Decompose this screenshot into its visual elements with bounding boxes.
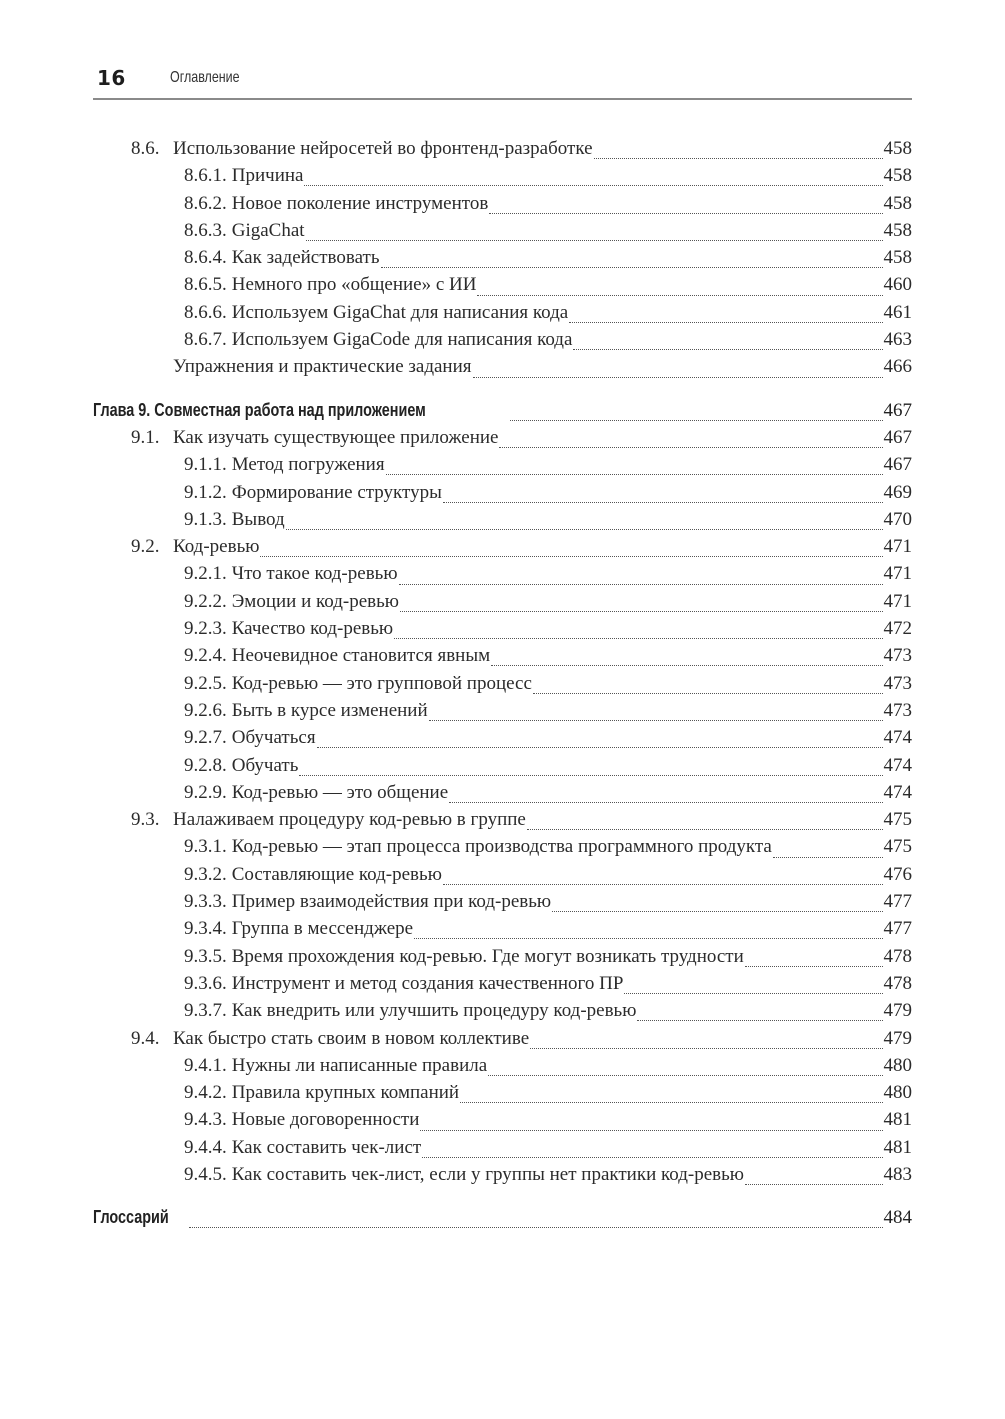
toc-section-9-3-1[interactable]	[93, 836, 912, 863]
spacer	[93, 1191, 912, 1207]
toc-section-9-4-5[interactable]	[93, 1164, 912, 1191]
toc-title: Новые договоренности	[231, 1109, 420, 1131]
dot-leader	[429, 720, 883, 721]
toc-section-9-4-2[interactable]	[93, 1082, 912, 1109]
toc-number: 8.6.	[131, 138, 160, 159]
toc-section-9-1-2[interactable]	[93, 482, 912, 509]
dot-leader	[527, 829, 883, 830]
toc-section-9-2-6[interactable]	[93, 700, 912, 727]
toc-title: Вывод	[231, 508, 285, 530]
toc-number: 9.4.3.	[184, 1109, 227, 1131]
toc-section-9-3[interactable]	[93, 809, 912, 836]
toc-page: 458	[883, 138, 912, 159]
dot-leader	[299, 775, 882, 776]
toc-section-8-6-2[interactable]	[93, 193, 912, 220]
dot-leader	[422, 1157, 882, 1158]
toc-page: 458	[883, 192, 912, 214]
toc-title: Как составить чек-лист	[231, 1136, 422, 1158]
dot-leader	[317, 747, 883, 748]
toc-page: 470	[883, 508, 912, 530]
toc-page: 480	[883, 1082, 912, 1104]
dot-leader	[460, 1102, 882, 1103]
toc-chapter-9[interactable]	[93, 400, 912, 427]
toc-title: Как задействовать	[231, 247, 380, 269]
toc-title: Что такое код-ревью	[231, 563, 398, 585]
toc-page: 473	[883, 699, 912, 721]
toc-page: 478	[883, 972, 912, 994]
toc-title: Причина	[231, 165, 304, 187]
toc-title: Как быстро стать своим в новом коллективе	[173, 1027, 530, 1049]
toc-title: Инструмент и метод создания качественного ПР	[231, 972, 624, 994]
dot-leader	[552, 911, 882, 912]
dot-leader	[594, 158, 883, 159]
toc-title: Пример взаимодействия при код-ревью	[231, 891, 552, 913]
toc-page: 458	[883, 219, 912, 241]
toc-page: 475	[883, 809, 912, 831]
dot-leader	[381, 267, 883, 268]
dot-leader	[477, 295, 882, 296]
toc-page: 467	[883, 454, 912, 476]
toc-title: Группа в мессенджере	[231, 918, 414, 940]
toc-number: 9.2.3.	[184, 618, 227, 640]
dot-leader	[443, 502, 883, 503]
toc-title: Обучаться	[231, 727, 316, 749]
toc-title: Как составить чек-лист, если у группы нет практики код-ревью	[231, 1163, 744, 1185]
dot-leader	[745, 966, 883, 967]
dot-leader	[399, 584, 883, 585]
toc-page: 479	[883, 1000, 912, 1022]
toc-number: 9.4.5.	[184, 1163, 227, 1185]
toc-number: 8.6.4.	[184, 247, 227, 269]
dot-leader	[400, 611, 883, 612]
toc-page: 477	[883, 918, 912, 940]
dot-leader	[637, 1020, 882, 1021]
toc-number: 9.1.3.	[184, 508, 227, 530]
toc-number: 9.2.6.	[184, 699, 227, 721]
toc-number: 8.6.1.	[184, 165, 227, 187]
spacer	[93, 384, 912, 400]
toc-section-9-2-8[interactable]	[93, 755, 912, 782]
dot-leader	[530, 1048, 882, 1049]
toc-page: 474	[883, 754, 912, 776]
toc-number: 9.2.	[131, 536, 160, 558]
toc-number: 8.6.7.	[184, 329, 227, 351]
dot-leader	[745, 1184, 883, 1185]
toc-page: 484	[883, 1207, 912, 1229]
toc-section-9-4-4[interactable]	[93, 1137, 912, 1164]
dot-leader	[260, 556, 882, 557]
dot-leader	[189, 1227, 883, 1228]
toc-chapter-title: Глоссарий	[93, 1207, 169, 1228]
toc-exercises-8[interactable]	[93, 356, 912, 383]
toc-number: 9.1.	[131, 426, 160, 448]
toc-number: 9.1.1.	[184, 454, 227, 476]
dot-leader	[286, 529, 883, 530]
toc-title: Неочевидное становится явным	[231, 645, 491, 667]
toc-number: 9.2.5.	[184, 672, 227, 694]
toc-title: Обучать	[231, 754, 299, 776]
toc-title: Правила крупных компаний	[231, 1082, 460, 1104]
toc-section-9-3-5[interactable]	[93, 946, 912, 973]
dot-leader	[414, 938, 882, 939]
toc-section-9-4[interactable]	[93, 1028, 912, 1055]
toc-number: 9.3.1.	[184, 836, 227, 858]
toc-title: Формирование структуры	[231, 481, 442, 503]
toc-title: Код-ревью — это групповой процесс	[231, 672, 532, 694]
toc-page: 477	[883, 891, 912, 913]
toc-section-8-6-4[interactable]	[93, 247, 912, 274]
toc-page: 463	[883, 329, 912, 351]
toc-title: Упражнения и практические задания	[173, 356, 472, 378]
toc-title: Как изучать существующее приложение	[173, 426, 499, 448]
toc-page: 473	[883, 645, 912, 667]
dot-leader	[499, 447, 882, 448]
page-header	[93, 62, 912, 100]
toc-section-9-3-4[interactable]	[93, 918, 912, 945]
toc-page: 480	[883, 1054, 912, 1076]
dot-leader	[773, 857, 883, 858]
toc-number: 9.3.	[131, 809, 160, 831]
toc-title: Нужны ли написанные правила	[231, 1054, 488, 1076]
toc-page: 461	[883, 301, 912, 323]
toc-title: Использование нейросетей во фронтенд-разработке	[173, 138, 593, 159]
toc-page: 474	[883, 781, 912, 803]
toc-title: Немного про «общение» с ИИ	[231, 274, 477, 296]
toc-glossary[interactable]	[93, 1207, 912, 1234]
toc-number: 9.4.4.	[184, 1136, 227, 1158]
toc-section-8-6-5[interactable]	[93, 274, 912, 301]
toc-number: 9.3.4.	[184, 918, 227, 940]
toc-title: Эмоции и код-ревью	[231, 590, 399, 612]
toc-title: Используем GigaCode для написания кода	[231, 329, 573, 351]
toc-page: 466	[883, 356, 912, 378]
toc-section-9-3-7[interactable]	[93, 1000, 912, 1027]
toc-number: 9.2.9.	[184, 781, 227, 803]
toc-title: Код-ревью — это общение	[231, 781, 449, 803]
toc-page: 469	[883, 481, 912, 503]
toc-section-9-4-3[interactable]	[93, 1109, 912, 1136]
toc-number: 9.4.	[131, 1027, 160, 1049]
toc-page: 478	[883, 945, 912, 967]
toc-section-9-2-7[interactable]	[93, 727, 912, 754]
toc-title: Быть в курсе изменений	[231, 699, 428, 721]
toc-section-9-3-2[interactable]	[93, 864, 912, 891]
toc-section-8-6[interactable]	[93, 138, 912, 165]
dot-leader	[510, 420, 883, 421]
toc-section-9-4-1[interactable]	[93, 1055, 912, 1082]
toc-section-9-2-4[interactable]	[93, 645, 912, 672]
toc-title: Код-ревью	[173, 536, 260, 558]
toc-section-9-1[interactable]	[93, 427, 912, 454]
toc-page: 471	[883, 536, 912, 558]
toc-page: 476	[883, 863, 912, 885]
toc-number: 8.6.6.	[184, 301, 227, 323]
toc-section-9-1-1[interactable]	[93, 454, 912, 481]
toc-number: 9.2.1.	[184, 563, 227, 585]
toc-number: 9.3.6.	[184, 972, 227, 994]
dot-leader	[443, 884, 883, 885]
toc-number: 8.6.2.	[184, 192, 227, 214]
dot-leader	[489, 213, 882, 214]
toc-section-8-6-3[interactable]	[93, 220, 912, 247]
toc-number: 9.4.1.	[184, 1054, 227, 1076]
toc-page: 458	[883, 247, 912, 269]
toc-number: 8.6.5.	[184, 274, 227, 296]
page-number: 16	[97, 66, 126, 90]
toc-number: 9.3.2.	[184, 863, 227, 885]
toc-section-8-6-1[interactable]	[93, 165, 912, 192]
toc-page: 471	[883, 563, 912, 585]
toc-section-9-2-3[interactable]	[93, 618, 912, 645]
toc-title: Используем GigaChat для написания кода	[231, 301, 569, 323]
toc-number: 9.2.4.	[184, 645, 227, 667]
toc-page: 472	[883, 618, 912, 640]
toc-number: 9.3.7.	[184, 1000, 227, 1022]
toc-title: Время прохождения код-ревью. Где могут возникать трудности	[231, 945, 744, 967]
toc-page: 458	[883, 165, 912, 187]
toc-section-9-2[interactable]	[93, 536, 912, 563]
dot-leader	[304, 185, 882, 186]
toc-title: GigaChat	[231, 219, 305, 241]
toc-title: Качество код-ревью	[231, 618, 394, 640]
toc-page: 467	[883, 399, 912, 421]
dot-leader	[569, 322, 882, 323]
toc-title: Метод погружения	[231, 454, 385, 476]
toc-number: 9.2.7.	[184, 727, 227, 749]
dot-leader	[473, 377, 883, 378]
toc-page: 467	[883, 426, 912, 448]
toc-page: 481	[883, 1136, 912, 1158]
toc-chapter-title: Глава 9. Совместная работа над приложением	[93, 399, 426, 420]
toc-title: Как внедрить или улучшить процедуру код-ревью	[231, 1000, 637, 1022]
dot-leader	[386, 474, 883, 475]
toc-number: 9.3.3.	[184, 891, 227, 913]
toc-section-9-3-6[interactable]	[93, 973, 912, 1000]
running-title: Оглавление	[170, 69, 240, 86]
dot-leader	[306, 240, 883, 241]
dot-leader	[573, 349, 882, 350]
toc-title: Налаживаем процедуру код-ревью в группе	[173, 809, 526, 831]
dot-leader	[624, 993, 882, 994]
toc-page: 471	[883, 590, 912, 612]
toc-section-9-2-1[interactable]	[93, 563, 912, 590]
dot-leader	[491, 665, 882, 666]
dot-leader	[394, 638, 882, 639]
toc-section-8-6-7[interactable]	[93, 329, 912, 356]
toc-number: 9.4.2.	[184, 1082, 227, 1104]
toc-section-9-2-9[interactable]	[93, 782, 912, 809]
dot-leader	[420, 1130, 882, 1131]
toc-title: Составляющие код-ревью	[231, 863, 442, 885]
header-rule	[93, 98, 912, 100]
toc-page: 475	[883, 836, 912, 858]
toc-number: 9.2.8.	[184, 754, 227, 776]
toc-title: Код-ревью — этап процесса производства программного продукта	[231, 836, 772, 858]
table-of-contents	[93, 138, 912, 1235]
toc-page: 474	[883, 727, 912, 749]
toc-number: 9.3.5.	[184, 945, 227, 967]
toc-number: 9.2.2.	[184, 590, 227, 612]
toc-page: 483	[883, 1163, 912, 1185]
toc-page: 481	[883, 1109, 912, 1131]
toc-page: 473	[883, 672, 912, 694]
toc-section-9-3-3[interactable]	[93, 891, 912, 918]
toc-number: 9.1.2.	[184, 481, 227, 503]
dot-leader	[533, 693, 883, 694]
toc-section-9-2-2[interactable]	[93, 591, 912, 618]
toc-section-9-1-3[interactable]	[93, 509, 912, 536]
toc-page: 460	[883, 274, 912, 296]
dot-leader	[488, 1075, 882, 1076]
toc-section-9-2-5[interactable]	[93, 673, 912, 700]
toc-section-8-6-6[interactable]	[93, 302, 912, 329]
toc-page: 479	[883, 1027, 912, 1049]
toc-number: 8.6.3.	[184, 219, 227, 241]
toc-title: Новое поколение инструментов	[231, 192, 489, 214]
dot-leader	[449, 802, 882, 803]
